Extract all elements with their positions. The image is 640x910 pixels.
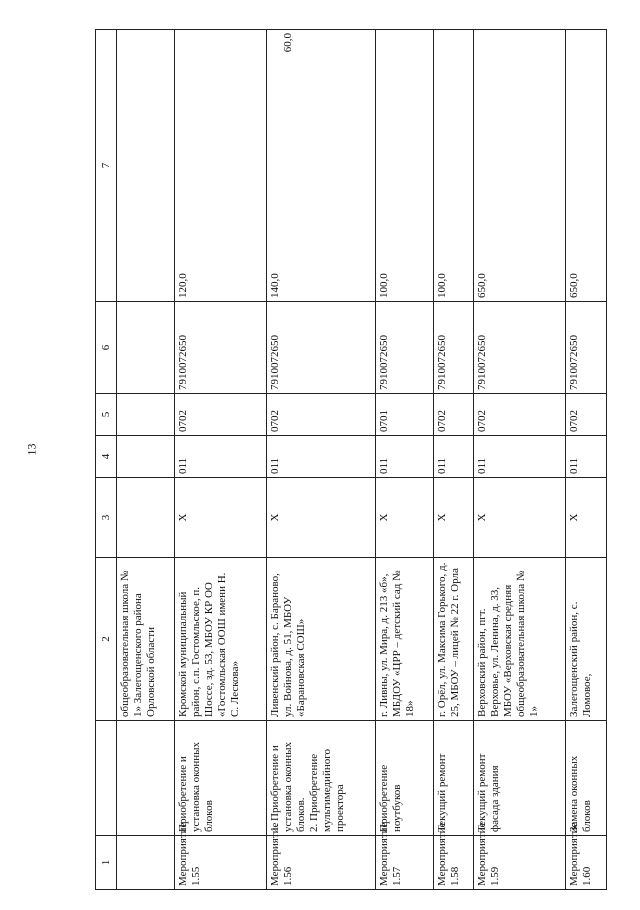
code-cell: 011 xyxy=(266,436,375,478)
address-cell: общеобразовательная школа № 1» Залегощенского района Орловской области xyxy=(117,558,175,721)
amount-value-secondary: 60,0 xyxy=(281,33,294,53)
header-col-7: 7 xyxy=(96,30,117,302)
address-cell: Залегощенский район, с. Ломовое, xyxy=(566,558,607,721)
table-row xyxy=(433,30,474,890)
section-cell: 0702 xyxy=(174,394,266,436)
row-label-cell xyxy=(117,836,175,890)
amount-cell xyxy=(433,30,474,302)
address-cell: Ливенский район, с. Бараново, ул. Войнова, д. 51, МБОУ «Барановская СОШ» xyxy=(266,558,375,721)
table-row xyxy=(174,30,266,890)
section-cell: 0702 xyxy=(566,394,607,436)
row-label-cell: Мероприятие 1.60 xyxy=(566,836,607,890)
amount-value: 140,0 xyxy=(268,273,281,298)
row-label-cell: Мероприятие 1.56 xyxy=(266,836,375,890)
section-cell: 0702 xyxy=(474,394,566,436)
x-cell: X xyxy=(566,478,607,558)
amount-value: 100,0 xyxy=(377,273,390,298)
target-article-cell: 7910072650 xyxy=(474,302,566,394)
amount-cell xyxy=(266,30,375,302)
header-col-2: 2 xyxy=(96,558,117,721)
budget-table xyxy=(95,29,607,890)
x-cell: X xyxy=(174,478,266,558)
table-body xyxy=(117,30,607,890)
table-row xyxy=(566,30,607,890)
table-row xyxy=(474,30,566,890)
code-cell: 011 xyxy=(174,436,266,478)
header-col-blank xyxy=(96,721,117,836)
table-row xyxy=(375,30,433,890)
amount-cell xyxy=(566,30,607,302)
rotated-table-wrapper xyxy=(95,30,607,890)
section-cell xyxy=(117,394,175,436)
amount-cell xyxy=(117,30,175,302)
amount-value: 120,0 xyxy=(176,273,189,298)
code-cell: 011 xyxy=(474,436,566,478)
header-col-5: 5 xyxy=(96,394,117,436)
target-article-cell xyxy=(117,302,175,394)
amount-value: 650,0 xyxy=(568,273,581,298)
x-cell: X xyxy=(433,478,474,558)
section-cell: 0702 xyxy=(266,394,375,436)
amount-value: 100,0 xyxy=(435,273,448,298)
code-cell: 011 xyxy=(566,436,607,478)
x-cell: X xyxy=(375,478,433,558)
target-article-cell: 7910072650 xyxy=(375,302,433,394)
row-label-cell: Мероприятие 1.59 xyxy=(474,836,566,890)
measure-cell xyxy=(117,721,175,836)
amount-cell xyxy=(375,30,433,302)
measure-cell: Замена оконных блоков xyxy=(566,721,607,836)
header-col-6: 6 xyxy=(96,302,117,394)
section-cell: 0701 xyxy=(375,394,433,436)
amount-cell xyxy=(474,30,566,302)
target-article-cell: 7910072650 xyxy=(174,302,266,394)
address-cell: г. Ливны, ул. Мира, д. 213 «б», МБДОУ «ЦРР – детский сад № 18» xyxy=(375,558,433,721)
measure-cell: Текущий ремонт xyxy=(433,721,474,836)
address-cell: Верховский район, пгт. Верховье, ул. Ленина, д. 33, МБОУ «Верховская средняя общеобразовательная школа № 1» xyxy=(474,558,566,721)
table-row xyxy=(117,30,175,890)
address-cell: г. Орёл, ул. Максима Горького, д. 25, МБОУ – лицей № 22 г. Орла xyxy=(433,558,474,721)
table-row xyxy=(266,30,375,890)
measure-cell: Приобретение ноутбуков xyxy=(375,721,433,836)
target-article-cell: 7910072650 xyxy=(433,302,474,394)
code-cell xyxy=(117,436,175,478)
target-article-cell: 7910072650 xyxy=(266,302,375,394)
page-number: 13 xyxy=(24,443,39,456)
row-label-cell: Мероприятие 1.58 xyxy=(433,836,474,890)
address-cell: Кромской муниципальный район, с.п. Гостомльское, п. Шоссе, зд. 53, МБОУ КР ОО «Гостомльская ООШ имени Н. С. Лескова» xyxy=(174,558,266,721)
header-col-4: 4 xyxy=(96,436,117,478)
row-label-cell: Мероприятие 1.55 xyxy=(174,836,266,890)
header-col-3: 3 xyxy=(96,478,117,558)
code-cell: 011 xyxy=(375,436,433,478)
measure-cell: 1. Приобретение и установка оконных блоков. 2. Приобретение мультимедийного проектора xyxy=(266,721,375,836)
measure-cell: Текущий ремонт фасада здания xyxy=(474,721,566,836)
header-col-1: 1 xyxy=(96,836,117,890)
code-cell: 011 xyxy=(433,436,474,478)
amount-cell xyxy=(174,30,266,302)
x-cell xyxy=(117,478,175,558)
x-cell: X xyxy=(266,478,375,558)
measure-cell: Приобретение и установка оконных блоков xyxy=(174,721,266,836)
section-cell: 0702 xyxy=(433,394,474,436)
x-cell: X xyxy=(474,478,566,558)
row-label-cell: Мероприятие 1.57 xyxy=(375,836,433,890)
target-article-cell: 7910072650 xyxy=(566,302,607,394)
amount-value: 650,0 xyxy=(476,273,489,298)
header-row xyxy=(96,30,117,890)
